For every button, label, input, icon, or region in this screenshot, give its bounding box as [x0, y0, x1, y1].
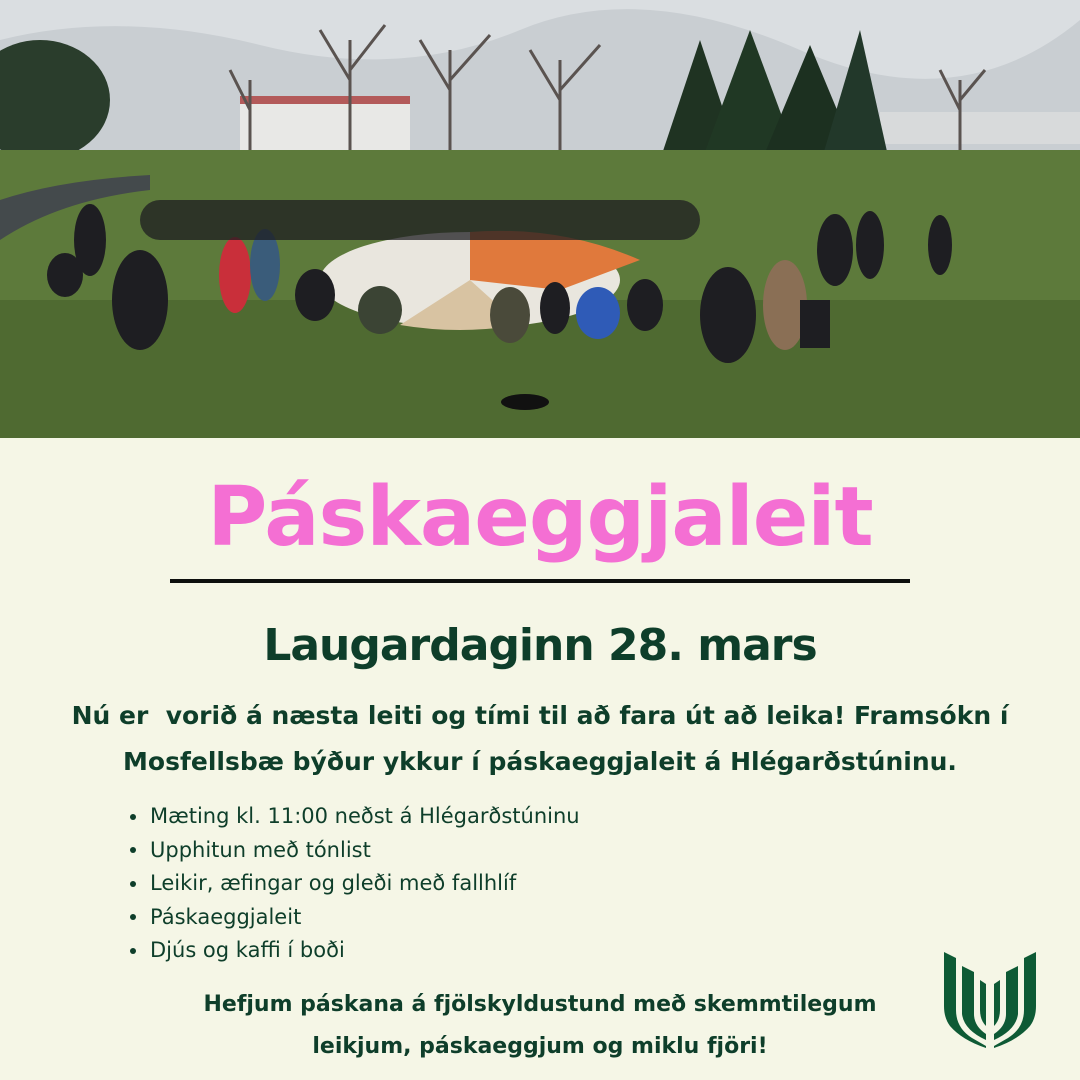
bullet-icon	[130, 847, 136, 853]
intro-line-1: Nú er vorið á næsta leiti og tími til að fara út að leika! Framsókn í	[71, 701, 1009, 730]
title-divider	[170, 579, 910, 583]
list-item: Djús og kaffi í boði	[130, 934, 580, 968]
intro-line-2: Mosfellsbæ býður ykkur í páskaeggjaleit á Hlégarðstúninu.	[123, 747, 957, 776]
bullet-icon	[130, 814, 136, 820]
list-item: Páskaeggjaleit	[130, 901, 580, 935]
event-photo	[0, 0, 1080, 438]
framsokn-logo-icon	[942, 948, 1038, 1050]
event-date: Laugardaginn 28. mars	[263, 620, 817, 671]
closing-text	[140, 984, 940, 1068]
list-item: Leikir, æfingar og gleði með fallhlíf	[130, 867, 580, 901]
bullet-icon	[130, 948, 136, 954]
page-title: Páskaeggjaleit	[207, 470, 873, 565]
park-scene-illustration	[0, 0, 1080, 438]
bullet-icon	[130, 881, 136, 887]
list-item: Upphitun með tónlist	[130, 834, 580, 868]
program-list	[130, 800, 580, 968]
bullet-icon	[130, 914, 136, 920]
closing-line-1: Hefjum páskana á fjölskyldustund með skemmtilegum	[203, 992, 877, 1017]
list-item: Mæting kl. 11:00 neðst á Hlégarðstúninu	[130, 800, 580, 834]
closing-line-2: leikjum, páskaeggjum og miklu fjöri!	[312, 1034, 768, 1059]
intro-text	[70, 693, 1010, 785]
